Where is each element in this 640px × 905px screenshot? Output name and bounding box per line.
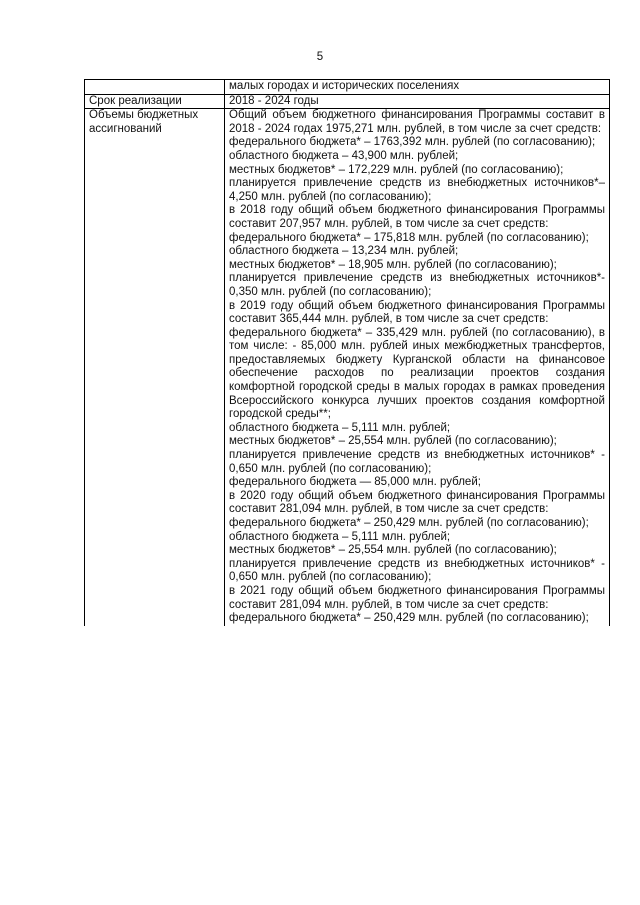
table-row — [85, 80, 610, 95]
budget-paragraph: федерального бюджета* – 250,429 млн. рублей (по согласованию); — [229, 517, 589, 529]
budget-paragraph: областного бюджета – 43,900 млн. рублей; — [229, 149, 459, 162]
budget-paragraph: планируется привлечение средств из внебюджетных источников* - 0,650 млн. рублей (по согласованию); — [229, 557, 605, 584]
budget-paragraph: в 2018 году общий объем бюджетного финансирования Программы составит 207,957 млн. рублей, в том числе за счет средств: — [229, 204, 605, 230]
budget-paragraph: областного бюджета – 5,111 млн. рублей; — [229, 421, 451, 434]
budget-paragraph: в 2020 году общий объем бюджетного финансирования Программы составит 281,094 млн. рублей, в том числе за счет средств: — [229, 489, 605, 516]
budget-paragraph: местных бюджетов* – 25,554 млн. рублей (по согласованию); — [229, 435, 557, 448]
table-row — [85, 109, 610, 626]
budget-paragraph: Общий объем бюджетного финансирования Программы составит в 2018 - 2024 годах 1975,271 млн. рублей, в том числе за счет средств: — [229, 109, 605, 135]
budget-paragraph: местных бюджетов* – 25,554 млн. рублей (по согласованию); — [229, 544, 557, 557]
budget-paragraph: федерального бюджета* – 250,429 млн. рублей (по согласованию); — [229, 612, 589, 625]
budget-paragraph: местных бюджетов* – 18,905 млн. рублей (по согласованию); — [229, 258, 557, 271]
program-passport-table — [84, 79, 610, 626]
implementation-period-value: 2018 - 2024 годы — [225, 94, 610, 109]
budget-paragraph: федерального бюджета* – 335,429 млн. рублей (по согласованию), в том числе: - 85,000 млн. рублей иных межбюджетных трансфертов, предоставляемых бюджету Курганской области на финансовое обеспечение расходов по реализации проектов создания комфортной городской среды в малых городах в рамках проведения Всероссийского конкурса лучших проектов создания комфортной городской среды**; — [229, 326, 605, 421]
budget-paragraph: планируется привлечение средств из внебюджетных источников*– 4,250 млн. рублей (по согласованию); — [229, 177, 605, 203]
table-row — [85, 94, 610, 109]
budget-paragraph: областного бюджета – 5,111 млн. рублей; — [229, 530, 451, 543]
budget-paragraph: федерального бюджета* – 1763,392 млн. рублей (по согласованию); — [229, 136, 596, 149]
budget-allocations-label: Объемы бюджетных ассигнований — [85, 109, 225, 626]
budget-paragraph: областного бюджета – 13,234 млн. рублей; — [229, 245, 459, 258]
budget-paragraph: федерального бюджета — 85,000 млн. рублей; — [229, 476, 481, 489]
budget-paragraph: в 2021 году общий объем бюджетного финансирования Программы составит 281,094 млн. рублей, в том числе за счет средств: — [229, 584, 605, 611]
row-value-cell: малых городах и исторических поселениях — [225, 80, 610, 95]
row-label-cell — [85, 80, 225, 95]
budget-paragraph: в 2019 году общий объем бюджетного финансирования Программы составит 365,444 млн. рублей, в том числе за счет средств: — [229, 299, 605, 326]
budget-paragraph: планируется привлечение средств из внебюджетных источников* - 0,650 млн. рублей (по согласованию); — [229, 449, 605, 475]
budget-paragraph: планируется привлечение средств из внебюджетных источников*- 0,350 млн. рублей (по согласованию); — [229, 272, 605, 298]
implementation-period-label: Срок реализации — [85, 94, 225, 109]
page-number: 5 — [316, 51, 324, 63]
budget-allocations-value — [225, 109, 610, 626]
budget-paragraph: федерального бюджета* – 175,818 млн. рублей (по согласованию); — [229, 231, 589, 244]
budget-paragraph: местных бюджетов* – 172,229 млн. рублей (по согласованию); — [229, 163, 564, 176]
